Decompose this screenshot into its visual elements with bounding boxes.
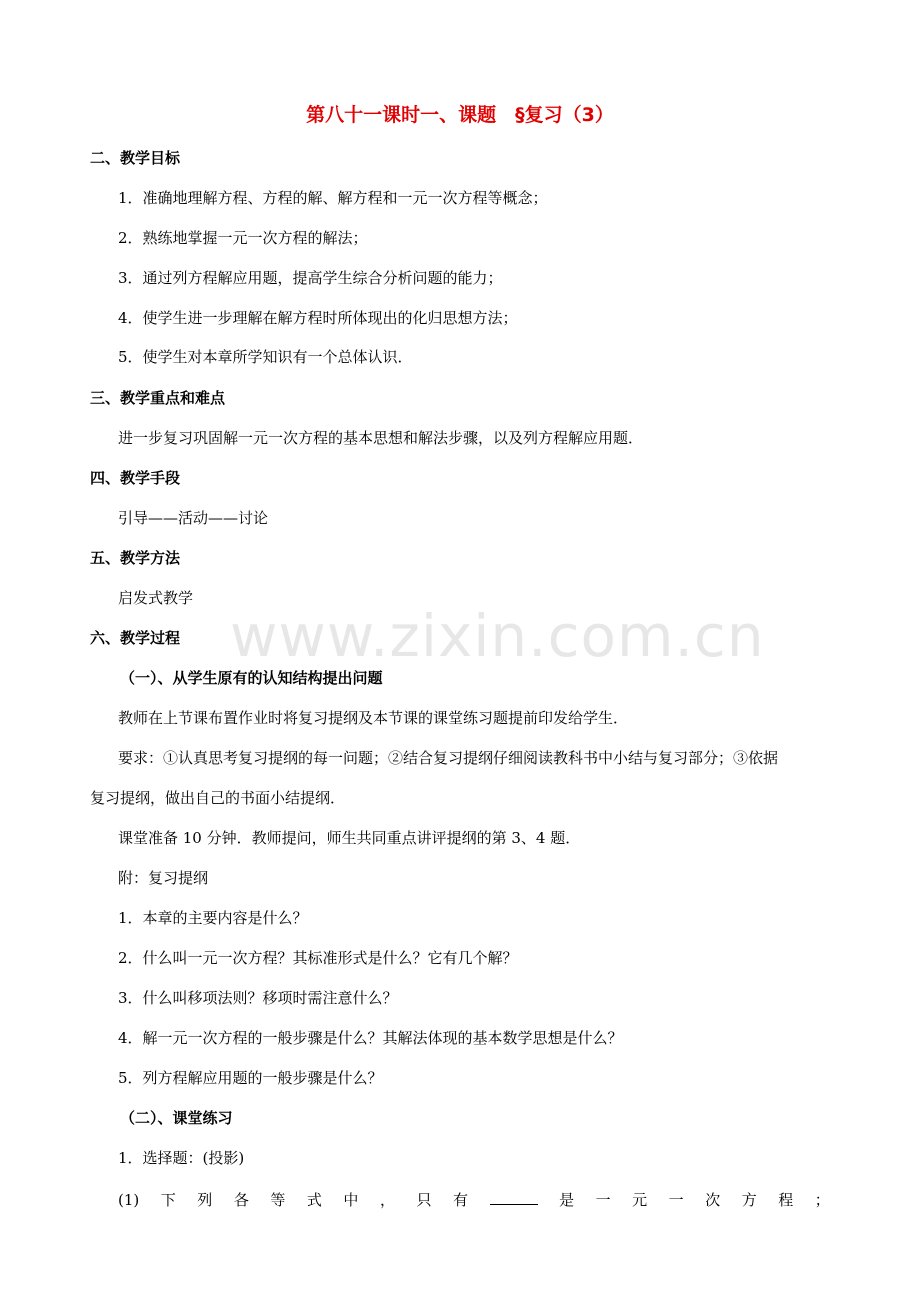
question-char: 是	[559, 1191, 575, 1209]
outline-item: 5．列方程解应用题的一般步骤是什么？	[118, 1069, 383, 1087]
question-char: 式	[306, 1191, 322, 1209]
question-char: 列	[197, 1191, 213, 1209]
means-text: 引导——活动——讨论	[118, 509, 269, 527]
process-heading: 六、教学过程	[90, 629, 181, 647]
paragraph: 课堂准备 10 分钟．教师提问，师生共同重点讲评提纲的第 3、4 题．	[118, 829, 581, 847]
paragraph: 要求：①认真思考复习提纲的每一问题；②结合复习提纲仔细阅读教科书中小结与复习部分；③依据	[118, 749, 779, 767]
question-char: 下	[160, 1191, 176, 1209]
paragraph: 教师在上节课布置作业时将复习提纲及本节课的课堂练习题提前印发给学生．	[118, 709, 629, 727]
outline-item: 3．什么叫移项法则？移项时需注意什么？	[118, 989, 398, 1007]
question-char: 只	[416, 1191, 432, 1209]
paragraph: 复习提纲，做出自己的书面小结提纲．	[90, 789, 346, 807]
outline-label: 附：复习提纲	[118, 869, 209, 887]
goal-item: 4．使学生进一步理解在解方程时所体现出的化归思想方法；	[118, 309, 518, 327]
goals-heading: 二、教学目标	[90, 149, 181, 167]
outline-item: 1．本章的主要内容是什么？	[118, 909, 308, 927]
question-number: (1)	[118, 1191, 140, 1209]
part2-heading: （二）、课堂练习	[120, 1109, 233, 1127]
question-char: 方	[741, 1191, 757, 1209]
question-char: 有	[453, 1191, 469, 1209]
goal-item: 2．熟练地掌握一元一次方程的解法；	[118, 229, 368, 247]
question-line	[118, 1190, 830, 1210]
outline-item: 2．什么叫一元一次方程？其标准形式是什么？它有几个解？	[118, 949, 518, 967]
part1-heading: （一）、从学生原有的认知结构提出问题	[120, 669, 383, 687]
watermark: www.zixin.com.cn	[230, 602, 765, 670]
outline-item: 4．解一元一次方程的一般步骤是什么？其解法体现的基本数学思想是什么？	[118, 1029, 623, 1047]
method-heading: 五、教学方法	[90, 549, 181, 567]
question-char: 一	[595, 1191, 611, 1209]
question-char: 程	[778, 1191, 794, 1209]
question-char: 等	[270, 1191, 286, 1209]
goal-item: 3．通过列方程解应用题，提高学生综合分析问题的能力；	[118, 269, 503, 287]
question-char: 中	[343, 1191, 359, 1209]
choice-label: 1．选择题：(投影)	[118, 1149, 245, 1167]
key-heading: 三、教学重点和难点	[90, 389, 226, 407]
question-char: 各	[233, 1191, 249, 1209]
key-text: 进一步复习巩固解一元一次方程的基本思想和解法步骤，以及列方程解应用题．	[118, 429, 644, 447]
question-char: ；	[814, 1191, 830, 1209]
question-char: 一	[668, 1191, 684, 1209]
page-title: 第八十一课时一、课题 §复习（3）	[306, 104, 614, 126]
goal-item: 1．准确地理解方程、方程的解、解方程和一元一次方程等概念；	[118, 189, 548, 207]
method-text: 启发式教学	[118, 589, 194, 607]
goal-item: 5．使学生对本章所学知识有一个总体认识．	[118, 348, 413, 366]
question-char: 次	[705, 1191, 721, 1209]
means-heading: 四、教学手段	[90, 469, 181, 487]
question-char: 元	[632, 1191, 648, 1209]
question-char: ，	[379, 1191, 395, 1209]
answer-blank[interactable]	[490, 1190, 538, 1205]
